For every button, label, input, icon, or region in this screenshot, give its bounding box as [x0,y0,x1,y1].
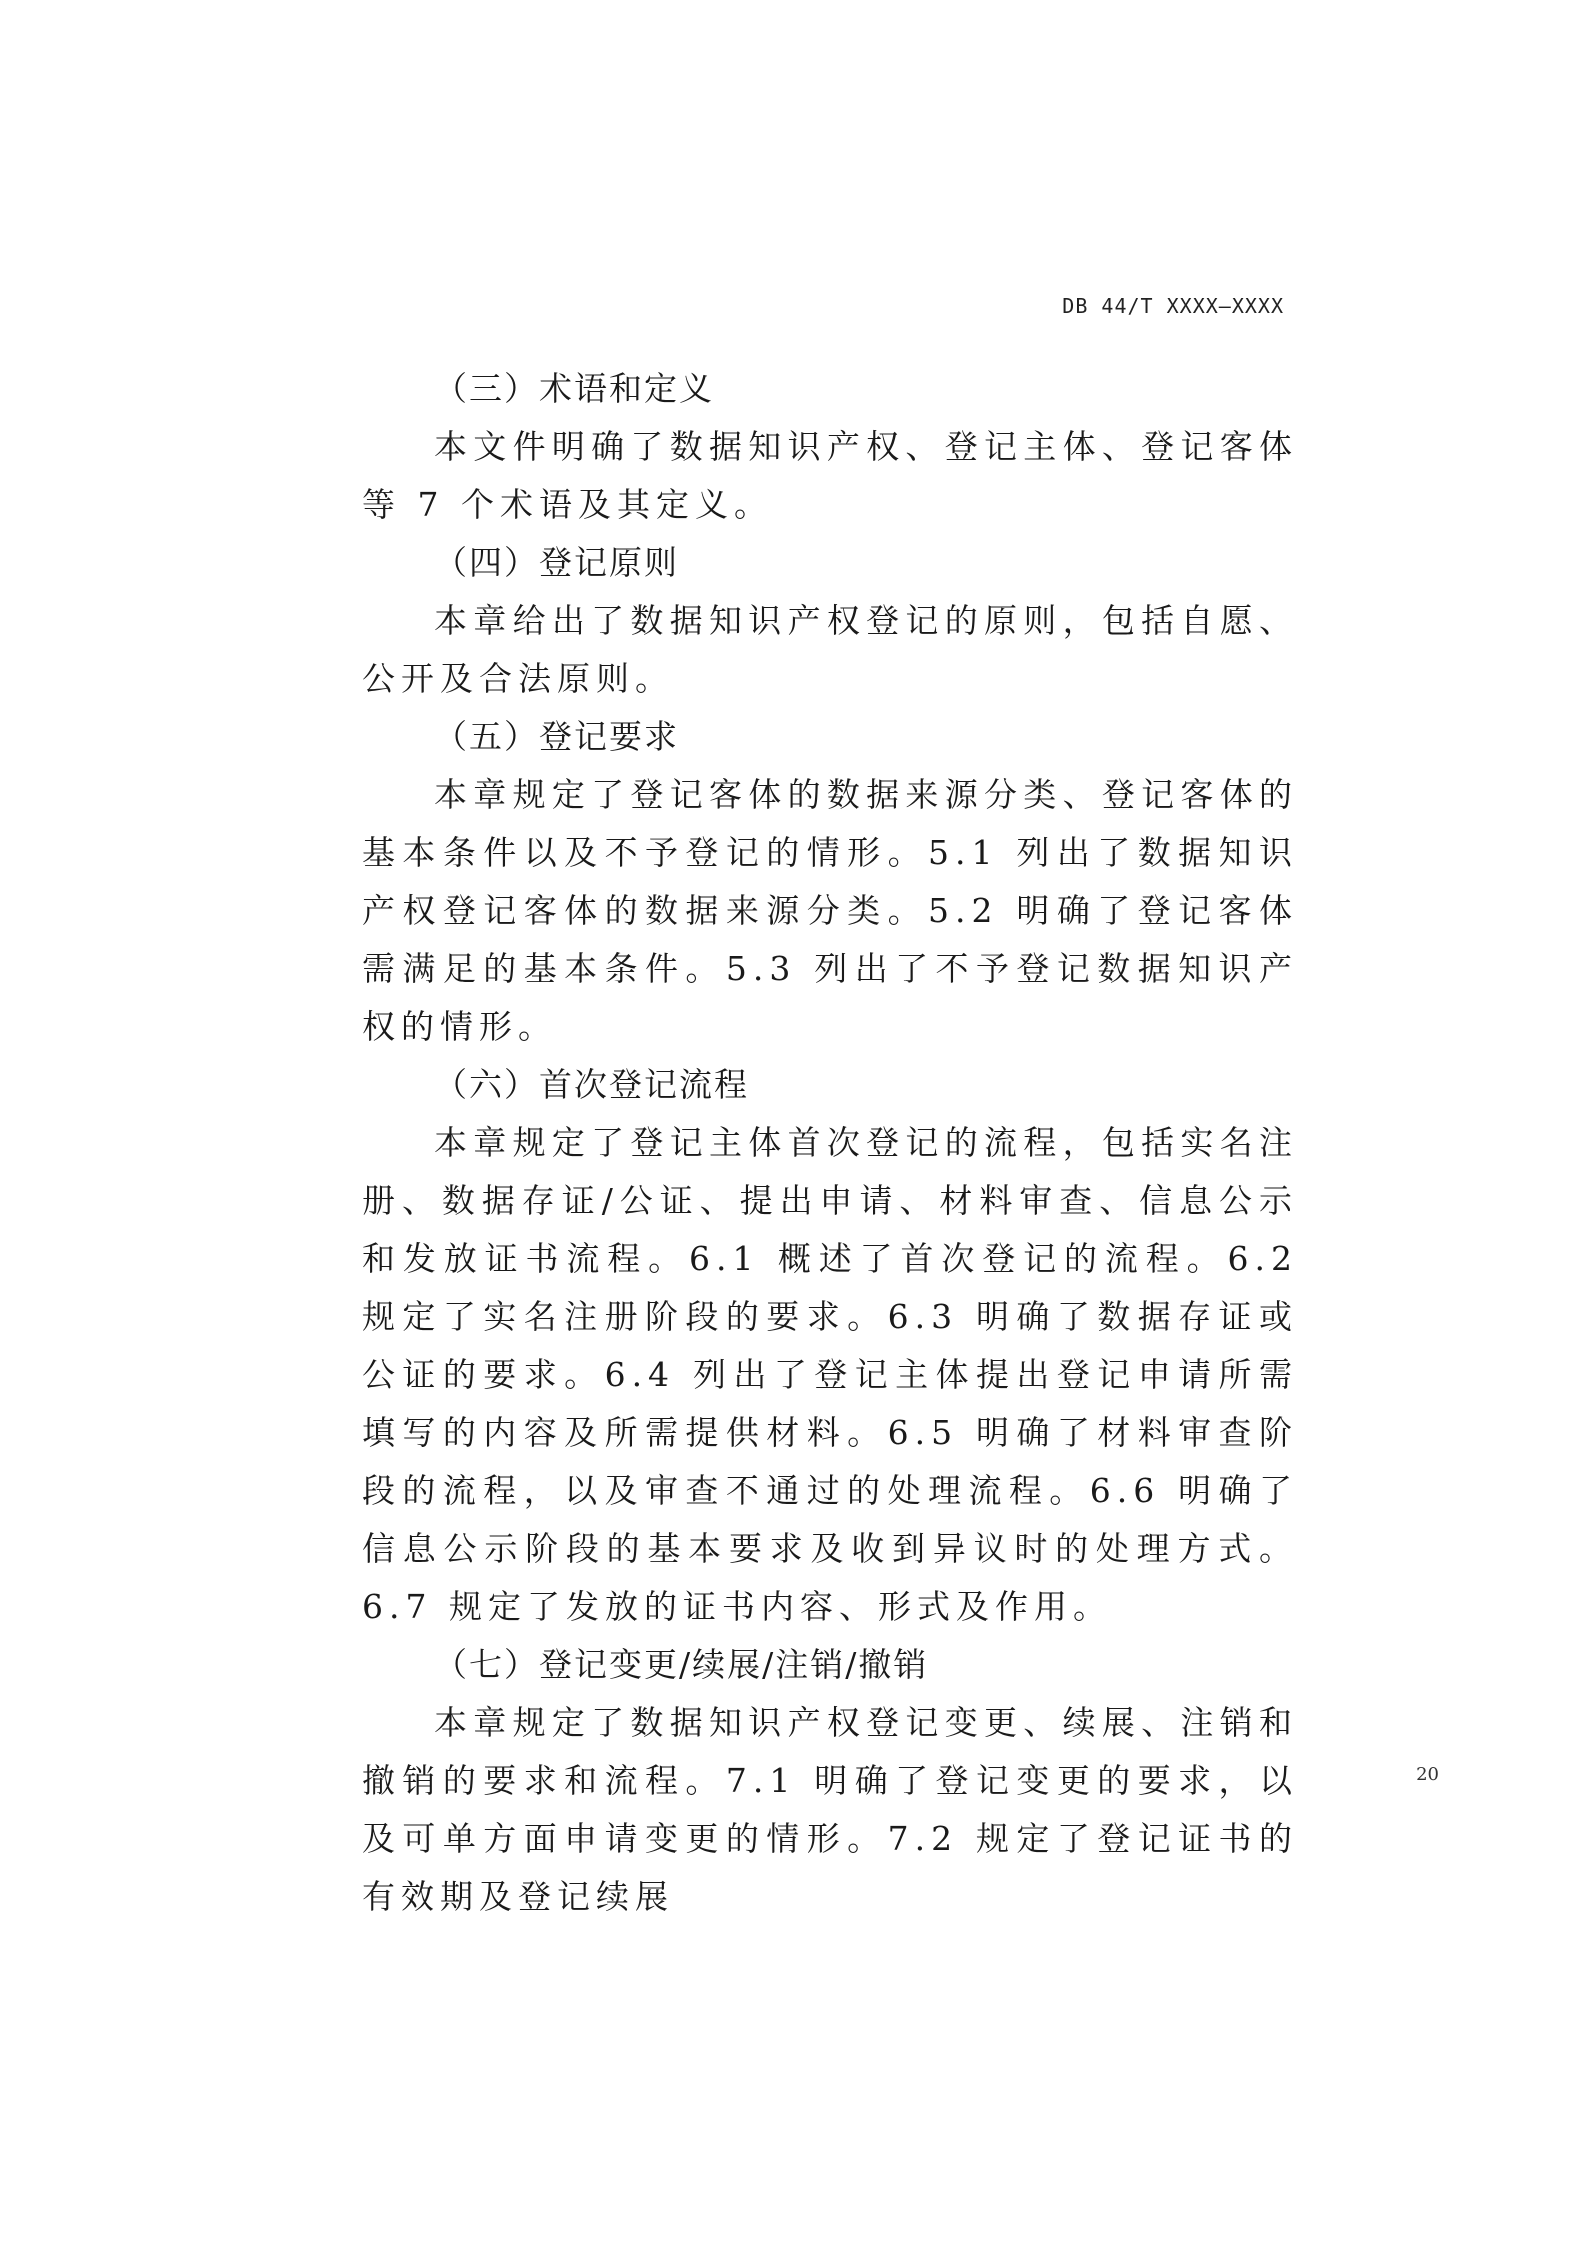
section-paragraph-change-renewal: 本章规定了数据知识产权登记变更、续展、注销和撤销的要求和流程。7.1 明确了登记变更的要求，以及可单方面申请变更的情形。7.2 规定了登记证书的有效期及登记续展 [362,1703,1298,1916]
section-paragraph-first-registration: 本章规定了登记主体首次登记的流程，包括实名注册、数据存证/公证、提出申请、材料审查、信息公示和发放证书流程。6.1 概述了首次登记的流程。6.2 规定了实名注册阶段的要求。6.3 明确了数据存证或公证的要求。6.4 列出了登记主体提出登记申请所需填写的内容及所需提供材料。6.5 明确了材料审查阶段的流程，以及审查不通过的处理流程。6.6 明确了信息公示阶段的基本要求及收到异议时的处理方式。6.7 规定了发放的证书内容、形式及作用。 [362,1123,1298,1626]
section-heading-principles: （四）登记原则 [434,543,679,582]
document-body [362,360,1298,1926]
section-heading-first-registration: （六）首次登记流程 [434,1065,749,1104]
page-number: 20 [1416,1764,1439,1785]
section-paragraph-principles: 本章给出了数据知识产权登记的原则，包括自愿、公开及合法原则。 [362,601,1298,698]
section-heading-terms: （三）术语和定义 [434,369,714,408]
section-paragraph-requirements: 本章规定了登记客体的数据来源分类、登记客体的基本条件以及不予登记的情形。5.1 列出了数据知识产权登记客体的数据来源分类。5.2 明确了登记客体需满足的基本条件。5.3 列出了不予登记数据知识产权的情形。 [362,775,1298,1046]
document-code: DB 44/T XXXX—XXXX [1062,294,1284,318]
section-paragraph-terms: 本文件明确了数据知识产权、登记主体、登记客体等 7 个术语及其定义。 [362,427,1298,524]
section-heading-change-renewal: （七）登记变更/续展/注销/撤销 [434,1645,929,1684]
section-heading-requirements: （五）登记要求 [434,717,679,756]
